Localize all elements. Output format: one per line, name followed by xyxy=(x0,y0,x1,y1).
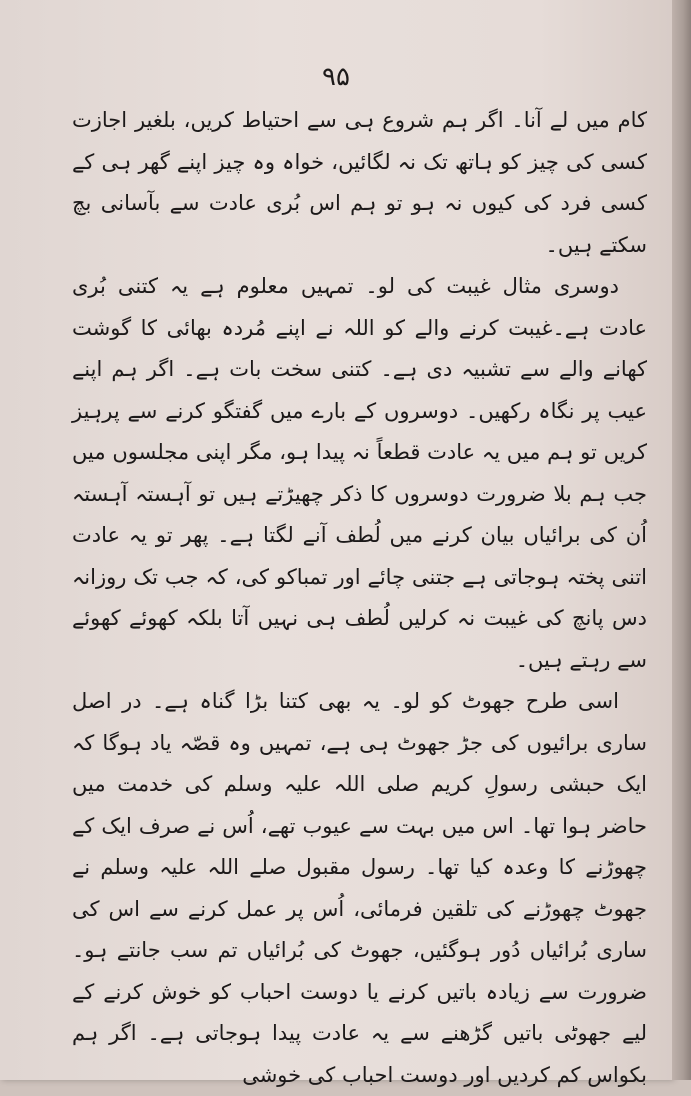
page-body-text xyxy=(72,100,647,1096)
paragraph-2: دوسری مثال غیبت کی لو۔ تمہیں معلوم ہے یہ کتنی بُری عادت ہے۔غیبت کرنے والے کو اللہ نے اپنے مُردہ بھائی کا گوشت کھانے والے سے تشبیہ دی ہے۔ کتنی سخت بات ہے۔ اگر ہم اپنے عیب پر نگاہ رکھیں۔ دوسروں کے بارے میں گفتگو کرنے سے پرہیز کریں تو ہم میں یہ عادت قطعاً نہ پیدا ہو، مگر اپنی مجلسوں میں جب ہم بلا ضرورت دوسروں کا ذکر چھیڑتے ہیں تو آہستہ آہستہ اُن کی برائیاں بیان کرنے میں لُطف آنے لگتا ہے۔ پھر تو یہ عادت اتنی پختہ ہوجاتی ہے جتنی چائے اور تمباکو کی، کہ جب تک روزانہ دس پانچ کی غیبت نہ کرلیں لُطف ہی نہیں آتا بلکہ کھوئے کھوئے سے رہتے ہیں۔ xyxy=(72,274,647,672)
book-spine-edge xyxy=(672,0,691,1080)
page-number: ۹۵ xyxy=(322,62,350,92)
paragraph-3: اسی طرح جھوٹ کو لو۔ یہ بھی کتنا بڑا گناہ ہے۔ در اصل ساری برائیوں کی جڑ جھوٹ ہی ہے، تمہیں وہ قصّہ یاد ہوگا کہ ایک حبشی رسولِ کریم صلی اللہ علیہ وسلم کی خدمت میں حاضر ہوا تھا۔ اس میں بہت سے عیوب تھے، اُس نے صرف ایک کے چھوڑنے کا وعدہ کیا تھا۔ رسول مقبول صلے اللہ علیہ وسلم نے جھوٹ چھوڑنے کی تلقین فرمائی، اُس پر عمل کرنے سے اس کی ساری بُرائیاں دُور ہوگئیں، جھوٹ کی بُرائیاں تم سب جانتے ہو۔ ضرورت سے زیادہ باتیں کرنے یا دوست احباب کو خوش کرنے کے لیے جھوٹی باتیں گڑھنے سے یہ عادت پیدا ہوجاتی ہے۔ اگر ہم بکواس کم کردیں اور دوست احباب کی خوشی xyxy=(72,689,647,1087)
paragraph-1: کام میں لے آنا۔ اگر ہم شروع ہی سے احتیاط کریں، بلغیر اجازت کسی کی چیز کو ہاتھ تک نہ لگائیں، خواہ وہ چیز اپنے گھر ہی کے کسی فرد کی کیوں نہ ہو تو ہم اس بُری عادت سے بآسانی بچ سکتے ہیں۔ xyxy=(72,108,647,257)
